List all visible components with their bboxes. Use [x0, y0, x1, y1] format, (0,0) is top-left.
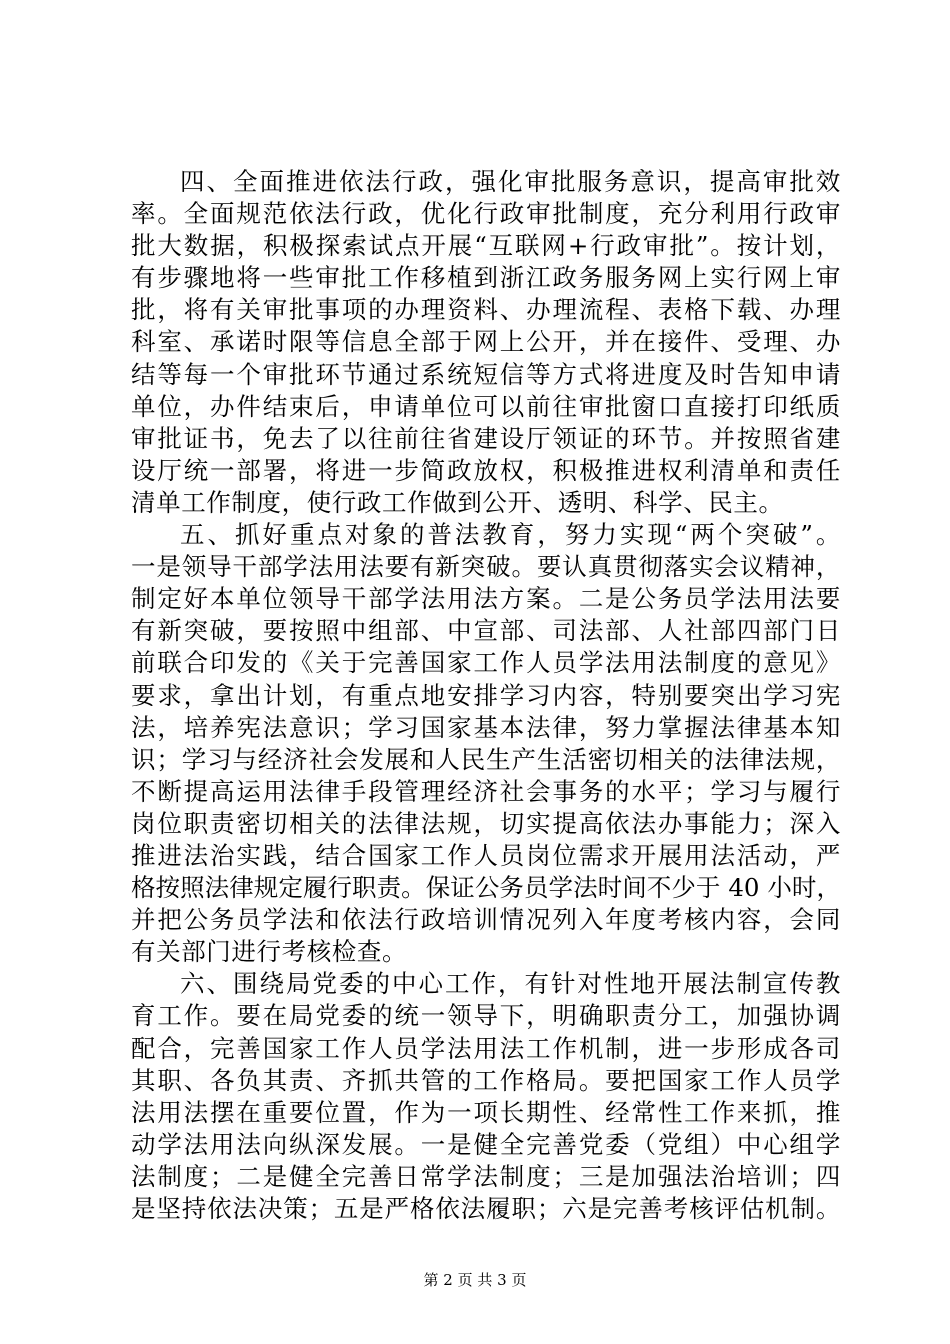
text-line: 有新突破，要按照中组部、中宣部、司法部、人社部四部门日: [131, 616, 841, 646]
text-line: 是坚持依法决策；五是严格依法履职；六是完善考核评估机制。: [131, 1194, 841, 1223]
text-line: 要求，拿出计划，有重点地安排学习内容，特别要突出学习宪: [131, 680, 841, 710]
text-line: 单位，办件结束后，申请单位可以前往审批窗口直接打印纸质: [131, 391, 841, 421]
text-line: 六、围绕局党委的中心工作，有针对性地开展法制宣传教: [180, 969, 841, 999]
text-line: 审批证书，免去了以往前往省建设厅领证的环节。并按照省建: [131, 423, 841, 453]
text-line: 并把公务员学法和依法行政培训情况列入年度考核内容，会同: [131, 905, 841, 935]
text-line: 前联合印发的《关于完善国家工作人员学法用法制度的意见》: [131, 648, 841, 678]
text-line: 识；学习与经济社会发展和人民生产生活密切相关的法律法规，: [131, 744, 841, 774]
text-line: 率。全面规范依法行政，优化行政审批制度，充分利用行政审: [131, 199, 841, 229]
text-line: 法用法摆在重要位置，作为一项长期性、经常性工作来抓，推: [131, 1097, 841, 1127]
text-line: 科室、承诺时限等信息全部于网上公开，并在接件、受理、办: [131, 327, 841, 357]
text-line: 一是领导干部学法用法要有新突破。要认真贯彻落实会议精神，: [131, 552, 841, 582]
text-line: 岗位职责密切相关的法律法规，切实提高依法办事能力；深入: [131, 808, 841, 838]
text-line: 四、全面推进依法行政，强化审批服务意识，提高审批效: [180, 167, 841, 196]
text-line: 批，将有关审批事项的办理资料、办理流程、表格下载、办理: [131, 295, 841, 325]
text-line: 格按照法律规定履行职责。保证公务员学法时间不少于 40 小时，: [131, 873, 841, 903]
text-line: 有步骤地将一些审批工作移植到浙江政务服务网上实行网上审: [131, 263, 841, 293]
text-line: 清单工作制度，使行政工作做到公开、透明、科学、民主。: [131, 487, 784, 517]
text-line: 设厅统一部署，将进一步简政放权，积极推进权利清单和责任: [131, 455, 841, 485]
text-line: 批大数据，积极探索试点开展“互联网+行政审批”。按计划，: [131, 231, 841, 261]
text-line: 制定好本单位领导干部学法用法方案。二是公务员学法用法要: [131, 584, 841, 614]
text-line: 推进法治实践，结合国家工作人员岗位需求开展用法活动，严: [131, 840, 841, 870]
page-number-label: 第 2 页 共 3 页: [423, 1271, 527, 1289]
text-line: 五、抓好重点对象的普法教育，努力实现“两个突破”。: [180, 520, 841, 550]
text-line: 有关部门进行考核检查。: [131, 937, 408, 967]
text-line: 结等每一个审批环节通过系统短信等方式将进度及时告知申请: [131, 359, 841, 389]
text-line: 不断提高运用法律手段管理经济社会事务的水平；学习与履行: [131, 776, 841, 806]
text-line: 其职、各负其责、齐抓共管的工作格局。要把国家工作人员学: [131, 1065, 841, 1095]
page-footer: [0, 1270, 950, 1290]
text-line: 动学法用法向纵深发展。一是健全完善党委（党组）中心组学: [131, 1129, 841, 1159]
text-line: 法，培养宪法意识；学习国家基本法律，努力掌握法律基本知: [131, 712, 841, 742]
text-line: 法制度；二是健全完善日常学法制度；三是加强法治培训；四: [131, 1161, 841, 1191]
text-line: 配合，完善国家工作人员学法用法工作机制，进一步形成各司: [131, 1033, 841, 1063]
body-text: [131, 166, 841, 1225]
text-line: 育工作。要在局党委的统一领导下，明确职责分工，加强协调: [131, 1001, 841, 1031]
